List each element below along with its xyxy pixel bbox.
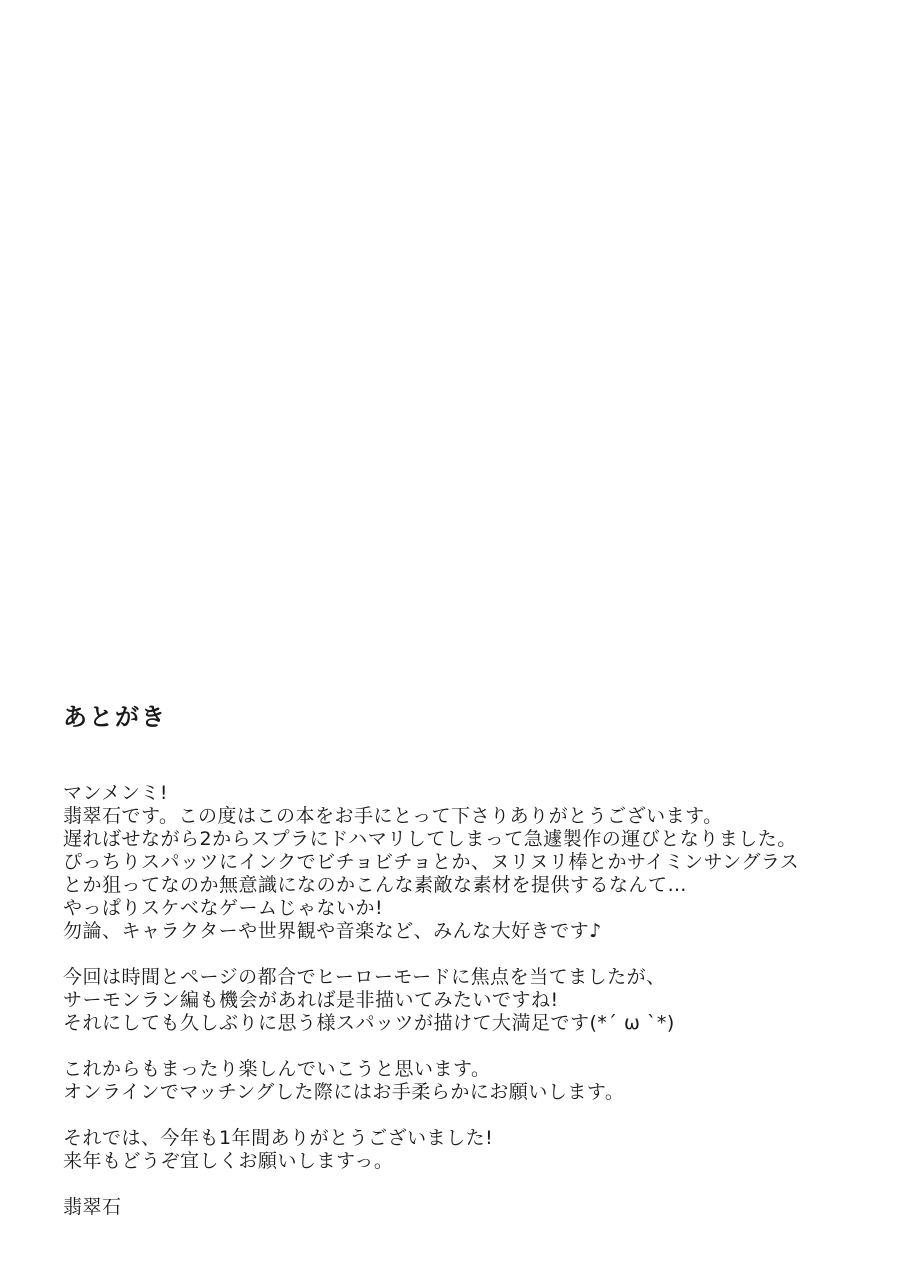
paragraph (63, 782, 875, 943)
text-line: 今回は時間とページの都合でヒーローモードに焦点を当てましたが、 (63, 966, 666, 988)
text-line: サーモンラン編も機会があれば是非描いてみたいですね! (63, 989, 559, 1011)
text-line: 遅ればせながら2からスプラにドハマリしてしまって急遽製作の運びとなりました。 (63, 828, 797, 850)
afterword-paragraphs (63, 782, 875, 1173)
text-line: オンラインでマッチングした際にはお手柔らかにお願いします。 (63, 1081, 625, 1103)
paragraph (63, 966, 875, 1035)
afterword-heading: あとがき (63, 703, 167, 731)
text-line: とか狙ってなのか無意識になのかこんな素敵な素材を提供するなんて… (63, 874, 688, 896)
text-line: 翡翠石です。この度はこの本をお手にとって下さりありがとうございます。 (63, 805, 723, 827)
paragraph (63, 1058, 875, 1104)
text-line: ぴっちりスパッツにインクでビチョビチョとか、ヌリヌリ棒とかサイミンサングラス (63, 851, 800, 873)
text-line: やっぱりスケベなゲームじゃないか! (63, 897, 384, 919)
text-line: これからもまったり楽しんでいこうと思います。 (63, 1058, 491, 1080)
text-line: それでは、今年も1年間ありがとうございました! (63, 1127, 494, 1149)
paragraph (63, 1127, 875, 1173)
text-line: マンメンミ! (63, 782, 169, 804)
signature: 翡翠石 (63, 1196, 122, 1218)
text-line: 来年もどうぞ宜しくお願いしますっ。 (63, 1150, 394, 1172)
text-line: 勿論、キャラクターや世界観や音楽など、みんな大好きです♪ (63, 920, 602, 942)
afterword-content (63, 702, 875, 1219)
text-line: それにしても久しぶりに思う様スパッツが描けて大満足です(*´ ω `*) (63, 1012, 675, 1034)
